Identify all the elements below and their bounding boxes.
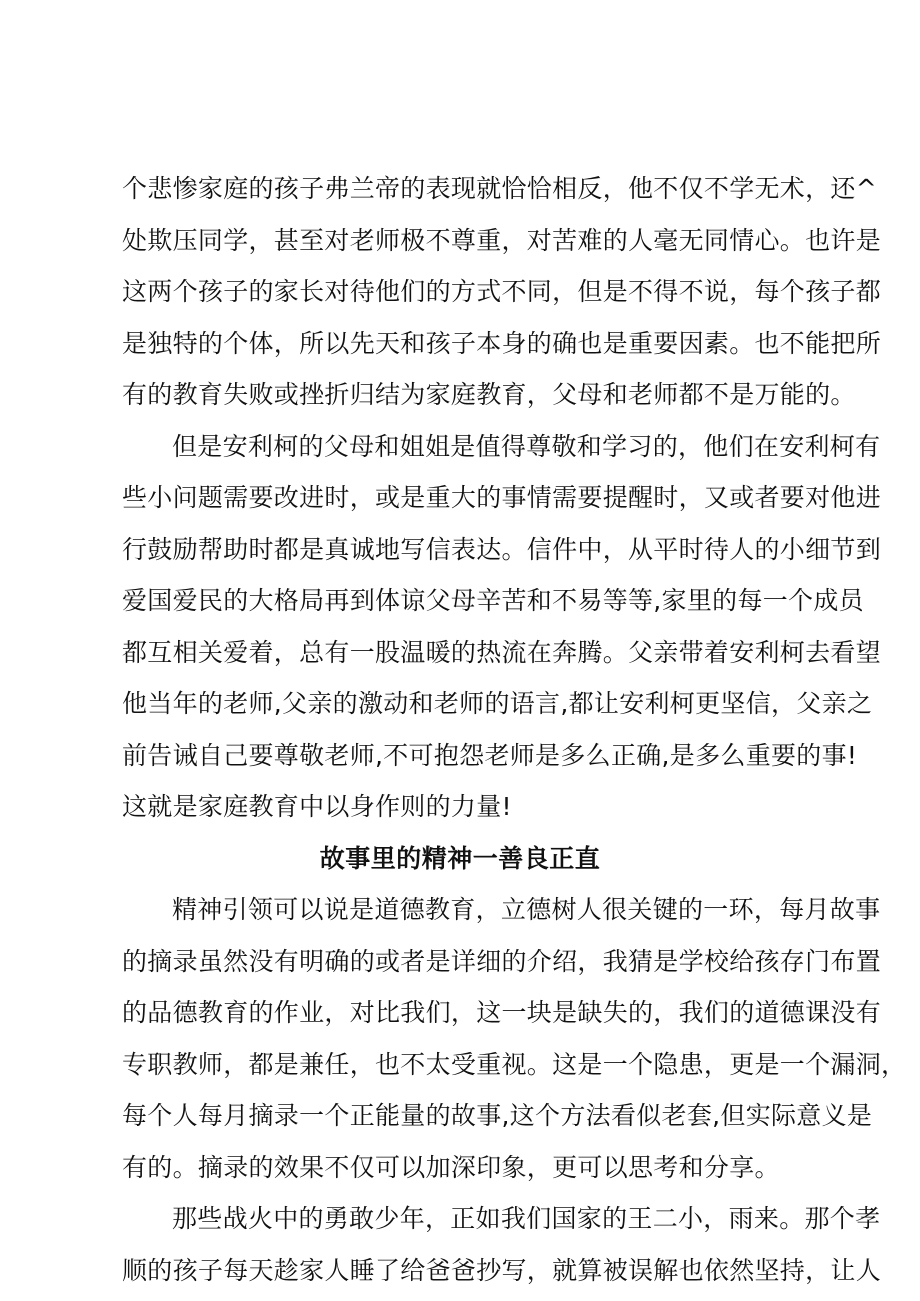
paragraph-2-line-3: 行鼓励帮助时都是真诚地写信表达。信件中，从平时待人的小细节到 (122, 535, 882, 564)
paragraph-3-line-1: 精神引领可以说是道德教育，立德树人很关键的一环，每月故事 (172, 895, 881, 924)
paragraph-3-line-2: 的摘录虽然没有明确的或者是详细的介绍，我猜是学校给孩存门布置 (122, 947, 882, 976)
paragraph-2-line-4: 爱国爱民的大格局再到体谅父母辛苦和不易等等,家里的每一个成员 (122, 586, 864, 615)
paragraph-4-line-2: 顺的孩子每天趁家人睡了给爸爸抄写，就算被误解也依然坚持，让人 (122, 1256, 882, 1285)
paragraph-3-line-4: 专职教师，都是兼任，也不太受重视。这是一个隐患，更是一个漏洞， (122, 1050, 907, 1079)
section-heading: 故事里的精神一善良正直 (319, 844, 601, 873)
paragraph-1-line-2: 处欺压同学，甚至对老师极不尊重，对苦难的人毫无同情心。也许是 (122, 226, 882, 255)
paragraph-2-line-8: 这就是家庭教育中以身作则的力量! (122, 792, 512, 821)
paragraph-3-line-5: 每个人每月摘录一个正能量的故事,这个方法看似老套,但实际意义是 (122, 1101, 873, 1130)
paragraph-1-line-4: 是独特的个体，所以先天和孩子本身的确也是重要因素。也不能把所 (122, 329, 882, 358)
paragraph-3-line-3: 的品德教育的作业，对比我们，这一块是缺失的，我们的道德课没有 (122, 998, 882, 1027)
paragraph-1-line-3: 这两个孩子的家长对待他们的方式不同，但是不得不说，每个孩子都 (122, 277, 882, 306)
paragraph-2-line-5: 都互相关爱着，总有一股温暖的热流在奔腾。父亲带着安利柯去看望 (122, 638, 882, 667)
paragraph-1-line-5: 有的教育失败或挫折归结为家庭教育，父母和老师都不是万能的。 (122, 380, 856, 409)
paragraph-2-line-2: 些小问题需要改进时，或是重大的事情需要提醒时，又或者要对他进 (122, 483, 882, 512)
paragraph-3-line-6: 有的。摘录的效果不仅可以加深印象，更可以思考和分享。 (122, 1153, 780, 1182)
paragraph-4-line-1: 那些战火中的勇敢少年，正如我们国家的王二小，雨来。那个孝 (172, 1204, 881, 1233)
paragraph-2-line-7: 前告诫自己要尊敬老师,不可抱怨老师是多么正确,是多么重要的事! (122, 741, 858, 770)
paragraph-2-line-6: 他当年的老师,父亲的激动和老师的语言,都让安利柯更坚信，父亲之 (122, 689, 873, 718)
paragraph-1-line-1: 个悲惨家庭的孩子弗兰帝的表现就恰恰相反，他不仅不学无术，还^ (122, 174, 877, 203)
paragraph-2-line-1: 但是安利柯的父母和姐姐是值得尊敬和学习的，他们在安利柯有 (172, 432, 881, 461)
